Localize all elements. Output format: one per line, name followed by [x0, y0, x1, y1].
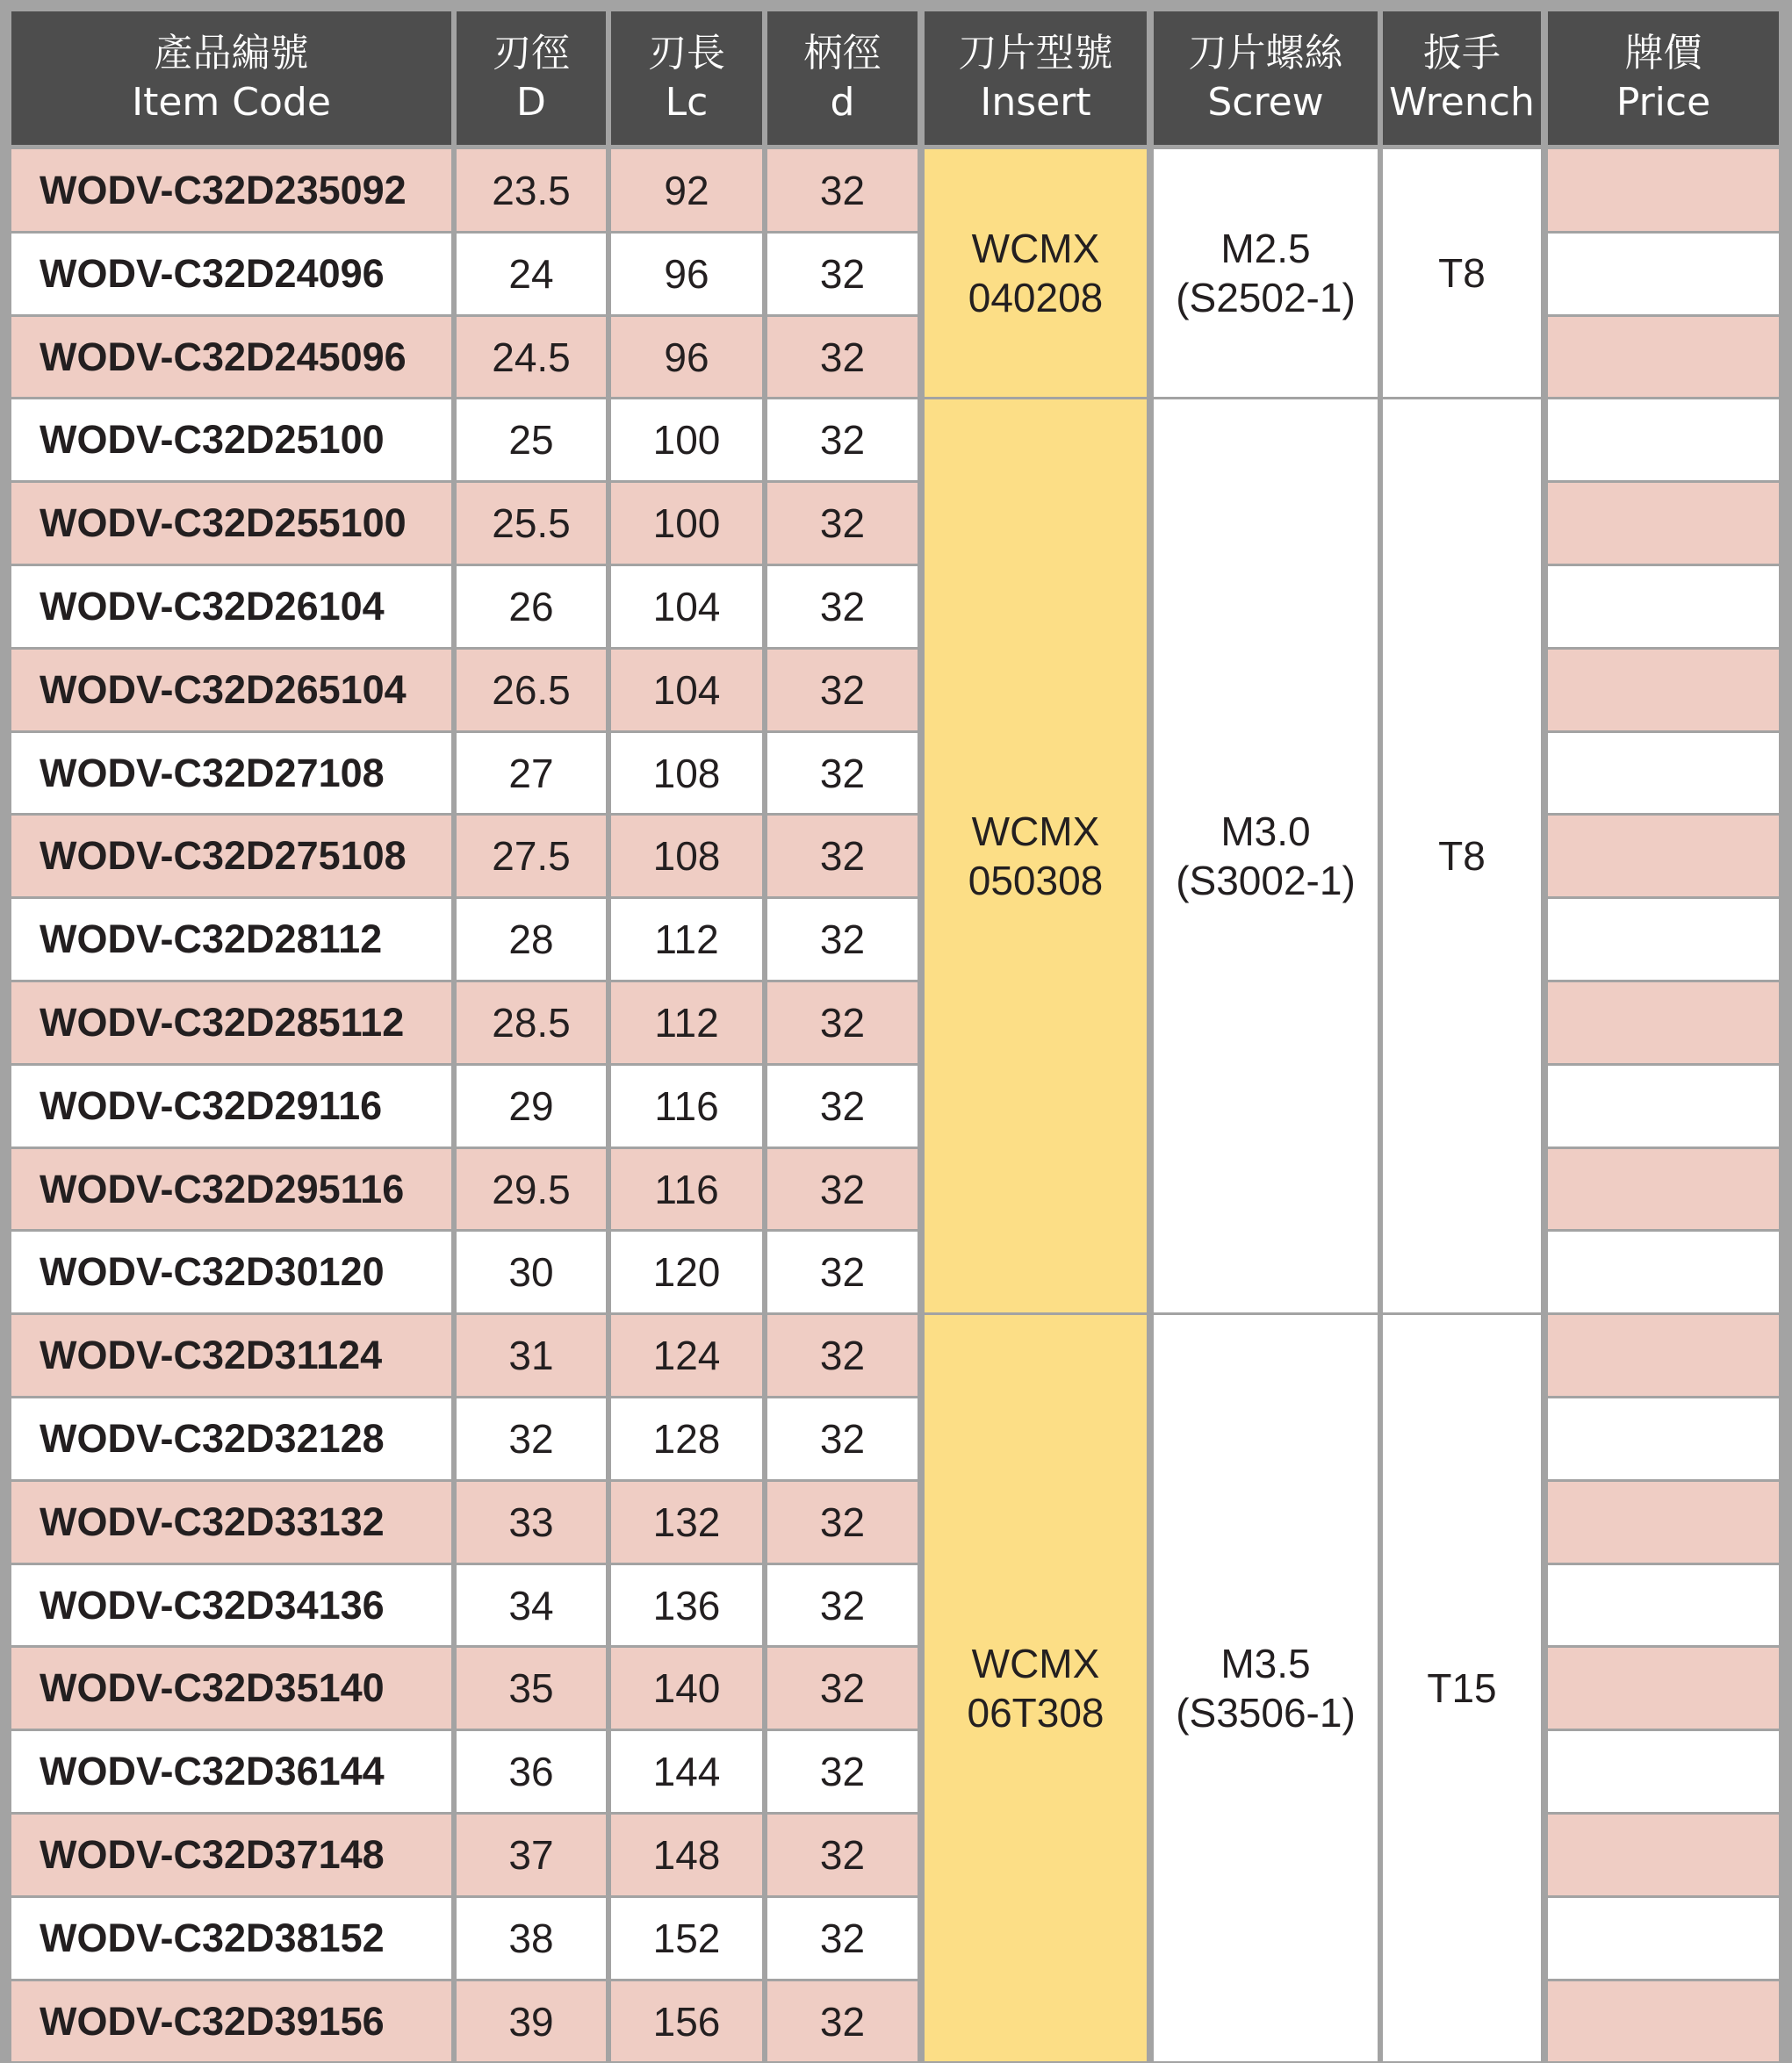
- cell-shank-diameter: 32: [767, 399, 918, 480]
- screw-size: M3.5: [1220, 1641, 1311, 1686]
- cell-price: [1548, 1981, 1779, 2061]
- cell-price: [1548, 1565, 1779, 1645]
- header-screw: [1154, 11, 1378, 145]
- wrench-group: [1383, 1315, 1541, 2061]
- cell-item-code: WODV-C32D28112: [11, 899, 451, 980]
- cell-price: [1548, 1731, 1779, 1812]
- insert-grade: 040208: [968, 275, 1104, 320]
- cell-cutting-length: 144: [611, 1731, 762, 1812]
- cell-cutting-length: 92: [611, 149, 762, 231]
- cell-diameter: 35: [457, 1648, 606, 1729]
- header-price: [1548, 11, 1779, 145]
- header-cutting-length-zh: 刃長: [648, 31, 725, 75]
- cell-cutting-length: 104: [611, 650, 762, 730]
- cell-price: [1548, 483, 1779, 564]
- cell-price: [1548, 399, 1779, 480]
- cell-shank-diameter: 32: [767, 1482, 918, 1563]
- cell-cutting-length: 108: [611, 816, 762, 896]
- cell-item-code: WODV-C32D35140: [11, 1648, 451, 1729]
- cell-shank-diameter: 32: [767, 1398, 918, 1479]
- cell-price: [1548, 1232, 1779, 1312]
- cell-cutting-length: 112: [611, 899, 762, 980]
- cell-diameter: 27: [457, 733, 606, 813]
- header-item-code: [11, 11, 451, 145]
- cell-price: [1548, 1066, 1779, 1147]
- header-diameter-en: D: [516, 80, 546, 125]
- header-item-code-en: Item Code: [132, 80, 331, 125]
- header-shank-diameter: [767, 11, 918, 145]
- screw-code: (S3506-1): [1176, 1690, 1356, 1736]
- insert-type: WCMX: [971, 1641, 1100, 1686]
- cell-cutting-length: 112: [611, 982, 762, 1063]
- cell-shank-diameter: 32: [767, 234, 918, 314]
- cell-item-code: WODV-C32D24096: [11, 234, 451, 314]
- cell-shank-diameter: 32: [767, 1565, 918, 1645]
- cell-diameter: 36: [457, 1731, 606, 1812]
- cell-item-code: WODV-C32D25100: [11, 399, 451, 480]
- cell-item-code: WODV-C32D295116: [11, 1149, 451, 1229]
- cell-diameter: 24: [457, 234, 606, 314]
- screw-code: (S2502-1): [1176, 275, 1356, 320]
- cell-item-code: WODV-C32D37148: [11, 1815, 451, 1895]
- cell-price: [1548, 650, 1779, 730]
- cell-price: [1548, 317, 1779, 397]
- cell-item-code: WODV-C32D34136: [11, 1565, 451, 1645]
- cell-item-code: WODV-C32D245096: [11, 317, 451, 397]
- cell-cutting-length: 140: [611, 1648, 762, 1729]
- cell-price: [1548, 816, 1779, 896]
- cell-shank-diameter: 32: [767, 483, 918, 564]
- cell-shank-diameter: 32: [767, 816, 918, 896]
- cell-item-code: WODV-C32D255100: [11, 483, 451, 564]
- header-shank-diameter-en: d: [830, 80, 855, 125]
- cell-diameter: 39: [457, 1981, 606, 2061]
- cell-price: [1548, 733, 1779, 813]
- cell-item-code: WODV-C32D33132: [11, 1482, 451, 1563]
- cell-diameter: 33: [457, 1482, 606, 1563]
- cell-cutting-length: 128: [611, 1398, 762, 1479]
- header-screw-en: Screw: [1207, 80, 1324, 125]
- header-wrench-en: Wrench: [1389, 80, 1535, 125]
- cell-item-code: WODV-C32D30120: [11, 1232, 451, 1312]
- cell-diameter: 28.5: [457, 982, 606, 1063]
- cell-item-code: WODV-C32D285112: [11, 982, 451, 1063]
- cell-price: [1548, 1482, 1779, 1563]
- header-insert-en: Insert: [980, 80, 1091, 125]
- cell-item-code: WODV-C32D32128: [11, 1398, 451, 1479]
- wrench-size: T8: [1438, 250, 1486, 296]
- cell-price: [1548, 982, 1779, 1063]
- cell-diameter: 31: [457, 1315, 606, 1396]
- cell-cutting-length: 108: [611, 733, 762, 813]
- cell-cutting-length: 156: [611, 1981, 762, 2061]
- insert-group: [925, 399, 1147, 1312]
- cell-shank-diameter: 32: [767, 1232, 918, 1312]
- header-cutting-length-en: Lc: [665, 80, 709, 125]
- insert-type: WCMX: [971, 226, 1100, 271]
- cell-diameter: 25.5: [457, 483, 606, 564]
- insert-type: WCMX: [971, 809, 1100, 854]
- wrench-group: [1383, 399, 1541, 1312]
- cell-shank-diameter: 32: [767, 650, 918, 730]
- cell-shank-diameter: 32: [767, 317, 918, 397]
- cell-cutting-length: 96: [611, 317, 762, 397]
- cell-item-code: WODV-C32D39156: [11, 1981, 451, 2061]
- cell-item-code: WODV-C32D235092: [11, 149, 451, 231]
- screw-size: M3.0: [1220, 809, 1311, 854]
- cell-shank-diameter: 32: [767, 1149, 918, 1229]
- cell-cutting-length: 116: [611, 1149, 762, 1229]
- cell-item-code: WODV-C32D27108: [11, 733, 451, 813]
- cell-cutting-length: 148: [611, 1815, 762, 1895]
- cell-shank-diameter: 32: [767, 149, 918, 231]
- screw-code: (S3002-1): [1176, 858, 1356, 903]
- cell-price: [1548, 1149, 1779, 1229]
- cell-diameter: 30: [457, 1232, 606, 1312]
- cell-price: [1548, 1815, 1779, 1895]
- cell-shank-diameter: 32: [767, 899, 918, 980]
- cell-cutting-length: 152: [611, 1898, 762, 1979]
- cell-item-code: WODV-C32D265104: [11, 650, 451, 730]
- cell-diameter: 32: [457, 1398, 606, 1479]
- cell-cutting-length: 120: [611, 1232, 762, 1312]
- cell-diameter: 23.5: [457, 149, 606, 231]
- screw-size: M2.5: [1220, 226, 1311, 271]
- cell-price: [1548, 1648, 1779, 1729]
- cell-shank-diameter: 32: [767, 1315, 918, 1396]
- cell-price: [1548, 1898, 1779, 1979]
- insert-grade: 06T308: [967, 1690, 1105, 1736]
- cell-cutting-length: 124: [611, 1315, 762, 1396]
- cell-item-code: WODV-C32D275108: [11, 816, 451, 896]
- cell-cutting-length: 100: [611, 483, 762, 564]
- cell-diameter: 29: [457, 1066, 606, 1147]
- cell-diameter: 26.5: [457, 650, 606, 730]
- header-wrench-zh: 扳手: [1423, 31, 1501, 75]
- screw-group: [1154, 149, 1378, 397]
- cell-price: [1548, 1398, 1779, 1479]
- cell-diameter: 38: [457, 1898, 606, 1979]
- insert-grade: 050308: [968, 858, 1104, 903]
- cell-price: [1548, 899, 1779, 980]
- cell-item-code: WODV-C32D31124: [11, 1315, 451, 1396]
- cell-shank-diameter: 32: [767, 1815, 918, 1895]
- cell-cutting-length: 116: [611, 1066, 762, 1147]
- cell-cutting-length: 132: [611, 1482, 762, 1563]
- cell-shank-diameter: 32: [767, 1648, 918, 1729]
- cell-price: [1548, 566, 1779, 647]
- cell-shank-diameter: 32: [767, 1731, 918, 1812]
- insert-group: [925, 149, 1147, 397]
- header-shank-diameter-zh: 柄徑: [803, 31, 882, 75]
- header-screw-zh: 刀片螺絲: [1188, 31, 1343, 75]
- cell-price: [1548, 234, 1779, 314]
- cell-shank-diameter: 32: [767, 1898, 918, 1979]
- screw-group: [1154, 399, 1378, 1312]
- cell-shank-diameter: 32: [767, 982, 918, 1063]
- cell-cutting-length: 136: [611, 1565, 762, 1645]
- header-diameter: [457, 11, 606, 145]
- wrench-size: T15: [1427, 1665, 1497, 1711]
- header-cutting-length: [611, 11, 762, 145]
- wrench-size: T8: [1438, 833, 1486, 879]
- cell-price: [1548, 1315, 1779, 1396]
- cell-diameter: 28: [457, 899, 606, 980]
- cell-shank-diameter: 32: [767, 733, 918, 813]
- cell-price: [1548, 149, 1779, 231]
- cell-diameter: 37: [457, 1815, 606, 1895]
- header-insert: [925, 11, 1147, 145]
- cell-diameter: 34: [457, 1565, 606, 1645]
- cell-diameter: 25: [457, 399, 606, 480]
- cell-diameter: 27.5: [457, 816, 606, 896]
- cell-shank-diameter: 32: [767, 566, 918, 647]
- cell-item-code: WODV-C32D26104: [11, 566, 451, 647]
- cell-diameter: 24.5: [457, 317, 606, 397]
- header-diameter-zh: 刃徑: [493, 31, 570, 75]
- wrench-group: [1383, 149, 1541, 397]
- cell-item-code: WODV-C32D36144: [11, 1731, 451, 1812]
- insert-group: [925, 1315, 1147, 2061]
- cell-cutting-length: 100: [611, 399, 762, 480]
- cell-shank-diameter: 32: [767, 1066, 918, 1147]
- cell-item-code: WODV-C32D29116: [11, 1066, 451, 1147]
- header-item-code-zh: 產品編號: [154, 31, 309, 75]
- cell-item-code: WODV-C32D38152: [11, 1898, 451, 1979]
- header-wrench: [1383, 11, 1541, 145]
- header-price-en: Price: [1616, 80, 1711, 125]
- cell-shank-diameter: 32: [767, 1981, 918, 2061]
- cell-cutting-length: 104: [611, 566, 762, 647]
- screw-group: [1154, 1315, 1378, 2061]
- cell-cutting-length: 96: [611, 234, 762, 314]
- header-price-zh: 牌價: [1624, 31, 1702, 75]
- cell-diameter: 29.5: [457, 1149, 606, 1229]
- cell-diameter: 26: [457, 566, 606, 647]
- header-insert-zh: 刀片型號: [958, 31, 1113, 75]
